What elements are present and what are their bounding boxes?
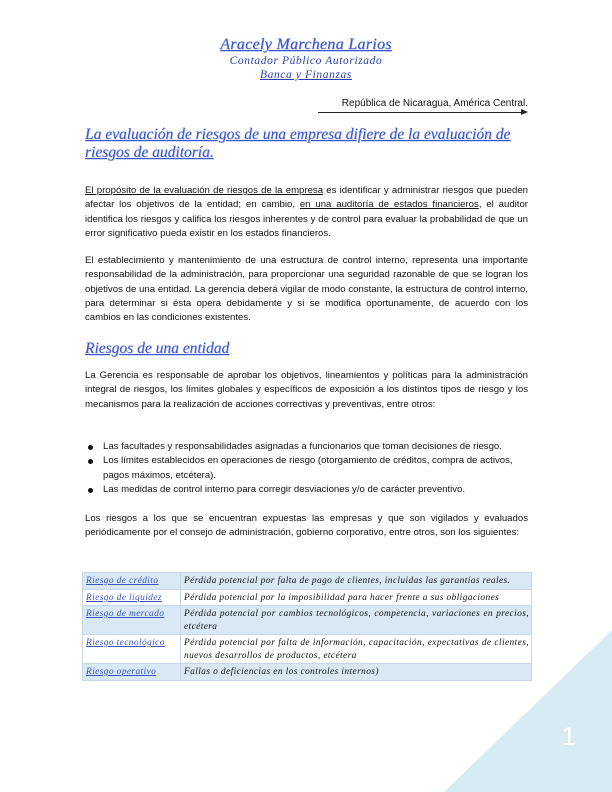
bullet-dot (88, 488, 93, 493)
section-heading-entity-risks: Riesgos de una entidad (85, 340, 230, 357)
purpose-mid: es identificar y administrar riesgos que pueden afectar los objetivos de la entidad; en cambio, (85, 185, 528, 211)
audit-phrase: en una auditoría de estados financieros (299, 199, 479, 211)
list-item: Los límites establecidos en operaciones de riesgo (otorgamiento de créditos, compra de activos, pagos máximos, etcétera). (85, 454, 535, 483)
location-line: República de Nicaragua, América Central. (341, 98, 528, 109)
page-number: 1 (561, 721, 576, 751)
paragraph-management: La Gerencia es responsable de aprobar los objetivos, lineamientos y políticas para la administración integral de riesgos, los límites globales y específicos de exposición a los distintos tipos de riesgo y los mecanismos para la realización de acciones correctivas y preventivas, entre otros: (85, 370, 528, 410)
risk-term: Riesgo de liquidez (83, 589, 181, 606)
purpose-tail: , el auditor identifica los riesgos y califica los riesgos inherentes y de control para evaluar la probabilidad de que un error significativo pueda existir en los estados financieros. (85, 199, 528, 239)
list-item: Las medidas de control interno para corregir desviaciones y/o de carácter preventivo. (85, 483, 535, 497)
document-header (0, 36, 612, 82)
main-heading: La evaluación de riesgos de una empresa difiere de la evaluación de riesgos de auditoría. (85, 126, 511, 161)
bullet-dot (88, 445, 93, 450)
risk-term: Riesgo tecnológico (83, 635, 181, 664)
paragraph-internal-control: El establecimiento y mantenimiento de una estructura de control interno, representa una importante responsabilidad de la administración, para proporcionar una seguridad razonable de que se logran los objetivos de una entidad. La gerencia deberá vigilar de modo constante, la estructura de control interno, para determinar si ésta opera debidamente y si se modifica oportunamente, de acuerdo con los cambios en las condiciones existentes. (85, 255, 528, 324)
department-line: Banca y Finanzas (259, 69, 352, 81)
risk-definition: Pérdida potencial por falta de información, capacitación, expectativas de clientes, nuevos desarrollos de productos, etcétera (181, 635, 532, 664)
risk-term: Riesgo de mercado (83, 606, 181, 635)
table-row (83, 573, 532, 590)
paragraph-purpose (85, 184, 528, 241)
header-rule (318, 112, 523, 113)
risk-definition: Pérdida potencial por la imposibilidad para hacer frente a sus obligaciones (181, 589, 532, 606)
author-name: Aracely Marchena Larios (220, 36, 392, 53)
list-item: Las facultades y responsabilidades asignadas a funcionarios que toman decisiones de riesgo. (85, 440, 535, 454)
risk-term: Riesgo operativo (83, 664, 181, 681)
purpose-lead: El propósito de la evaluación de riesgos de la empresa (85, 185, 324, 196)
risk-definition: Pérdida potencial por falta de pago de clientes, incluidas las garantías reales. (181, 573, 532, 590)
rule-arrowhead (521, 109, 528, 115)
professional-title: Contador Público Autorizado (229, 55, 383, 67)
risk-definition: Pérdida potencial por cambios tecnológicos, competencia, variaciones en precios, etcétera (181, 606, 532, 635)
corner-decoration (444, 630, 612, 792)
table-row (83, 589, 532, 606)
risk-term: Riesgo de crédito (83, 573, 181, 590)
bullet-list (85, 440, 535, 497)
risk-definition: Fallas o deficiencias en los controles internos) (181, 664, 532, 681)
paragraph-risk-exposure: Los riesgos a los que se encuentran expuestas las empresas y que son vigilados y evaluados periódicamente por el consejo de administración, gobierno corporativo, entre otros, son los siguientes: (85, 513, 528, 539)
bullet-dot (88, 459, 93, 464)
